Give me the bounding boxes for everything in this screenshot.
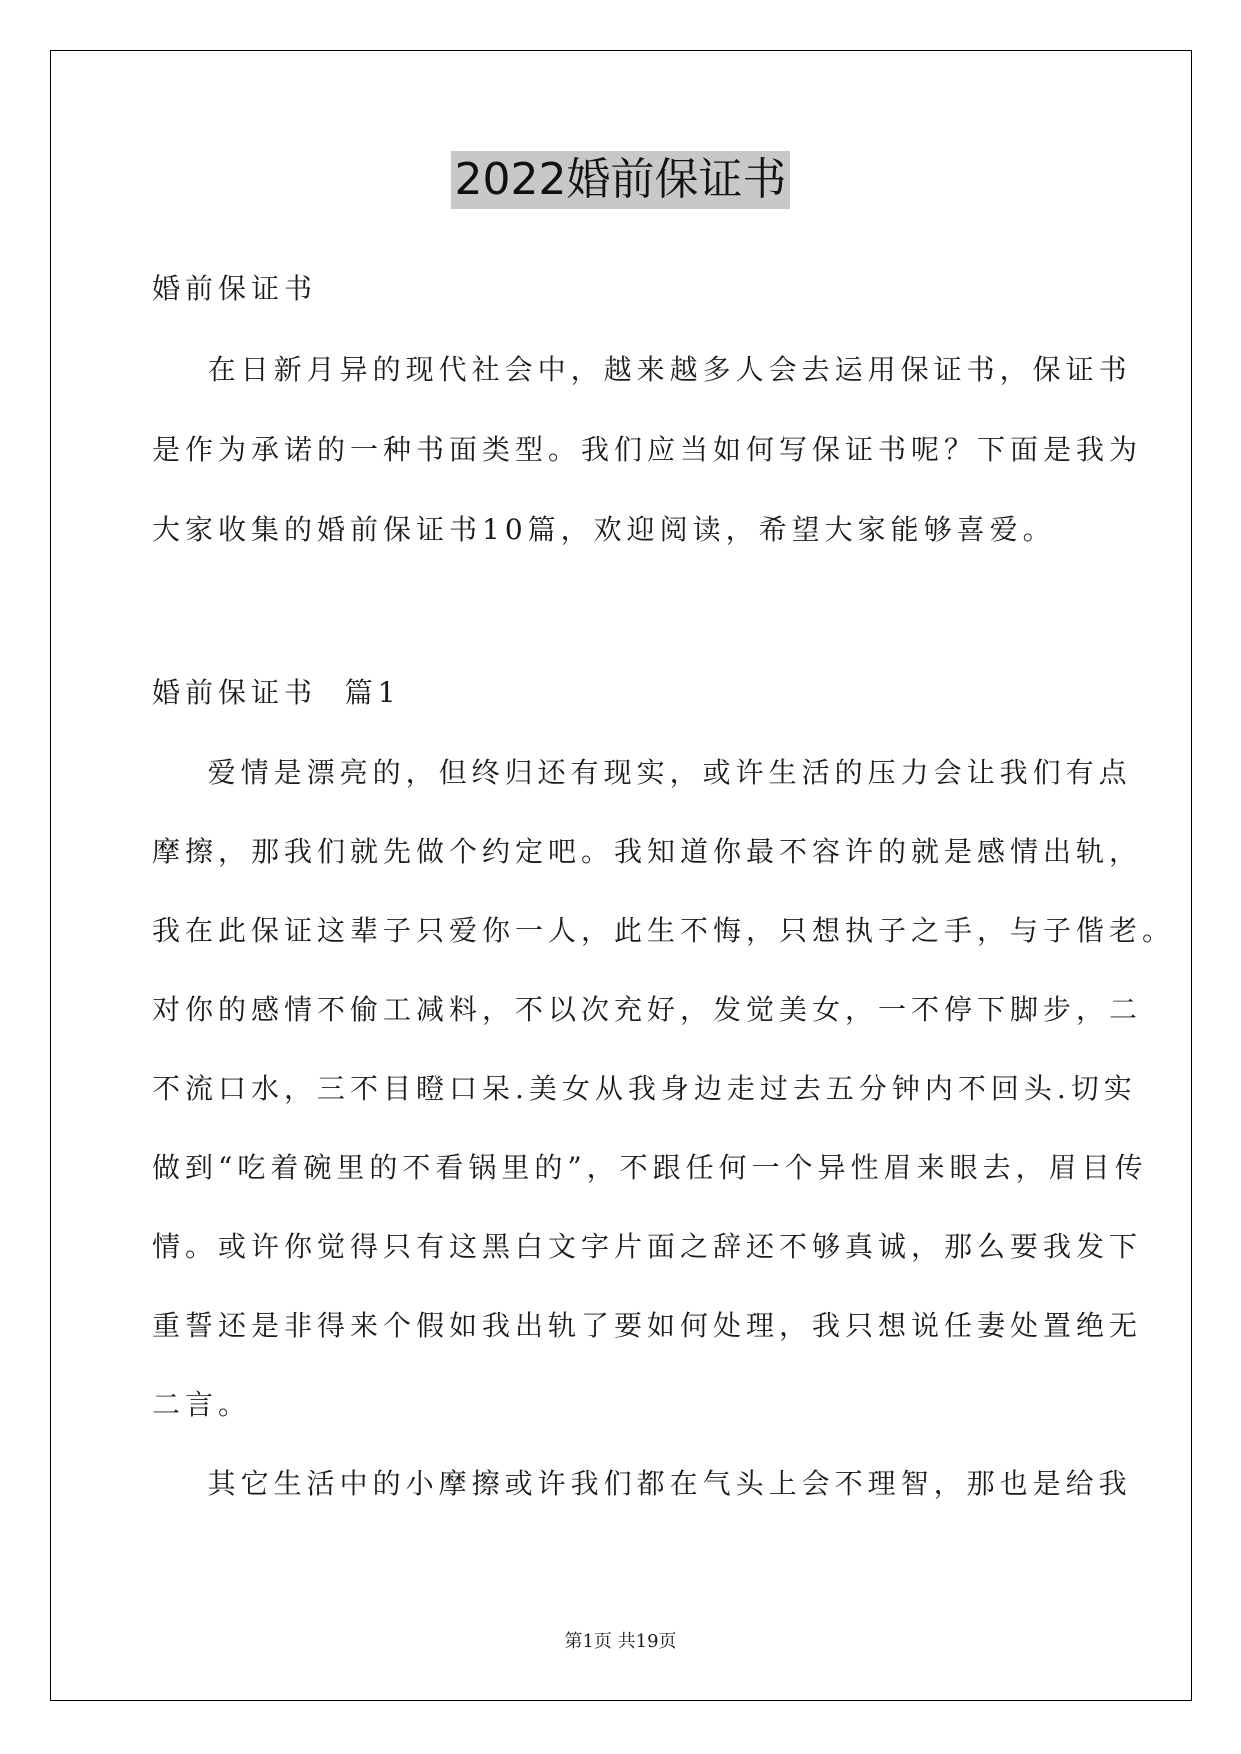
body-line-5: 不流口水，三不目瞪口呆.美女从我身边走过去五分钟内不回头.切实 [152, 1072, 1137, 1105]
body-line-3: 我在此保证这辈子只爱你一人，此生不悔，只想执子之手，与子偕老。 [152, 914, 1176, 947]
body-line-1: 爱情是漂亮的，但终归还有现实，或许生活的压力会让我们有点 [152, 756, 1132, 789]
title-container [0, 151, 1241, 209]
body-line-4: 对你的感情不偷工减料，不以次充好，发觉美女，一不停下脚步，二 [152, 993, 1143, 1026]
body-line-8: 重誓还是非得来个假如我出轨了要如何处理，我只想说任妻处置绝无 [152, 1309, 1143, 1342]
intro-line-1: 在日新月异的现代社会中，越来越多人会去运用保证书，保证书 [152, 353, 1132, 386]
chapter-heading: 婚前保证书 篇1 [152, 676, 401, 709]
body-line-10: 其它生活中的小摩擦或许我们都在气头上会不理智，那也是给我 [152, 1467, 1132, 1500]
intro-line-3: 大家收集的婚前保证书10篇，欢迎阅读，希望大家能够喜爱。 [152, 513, 1056, 546]
body-line-7: 情。或许你觉得只有这黑白文字片面之辞还不够真诚，那么要我发下 [152, 1230, 1143, 1263]
section-heading: 婚前保证书 [152, 272, 318, 305]
intro-line-2: 是作为承诺的一种书面类型。我们应当如何写保证书呢？下面是我为 [152, 433, 1143, 466]
body-line-9: 二言。 [152, 1388, 252, 1421]
document-title: 2022婚前保证书 [451, 151, 791, 209]
body-line-2: 摩擦，那我们就先做个约定吧。我知道你最不容许的就是感情出轨， [152, 835, 1143, 868]
page-footer: 第1页 共19页 [564, 1631, 677, 1652]
body-line-6: 做到“吃着碗里的不看锅里的”，不跟任何一个异性眉来眼去，眉目传 [152, 1151, 1148, 1184]
